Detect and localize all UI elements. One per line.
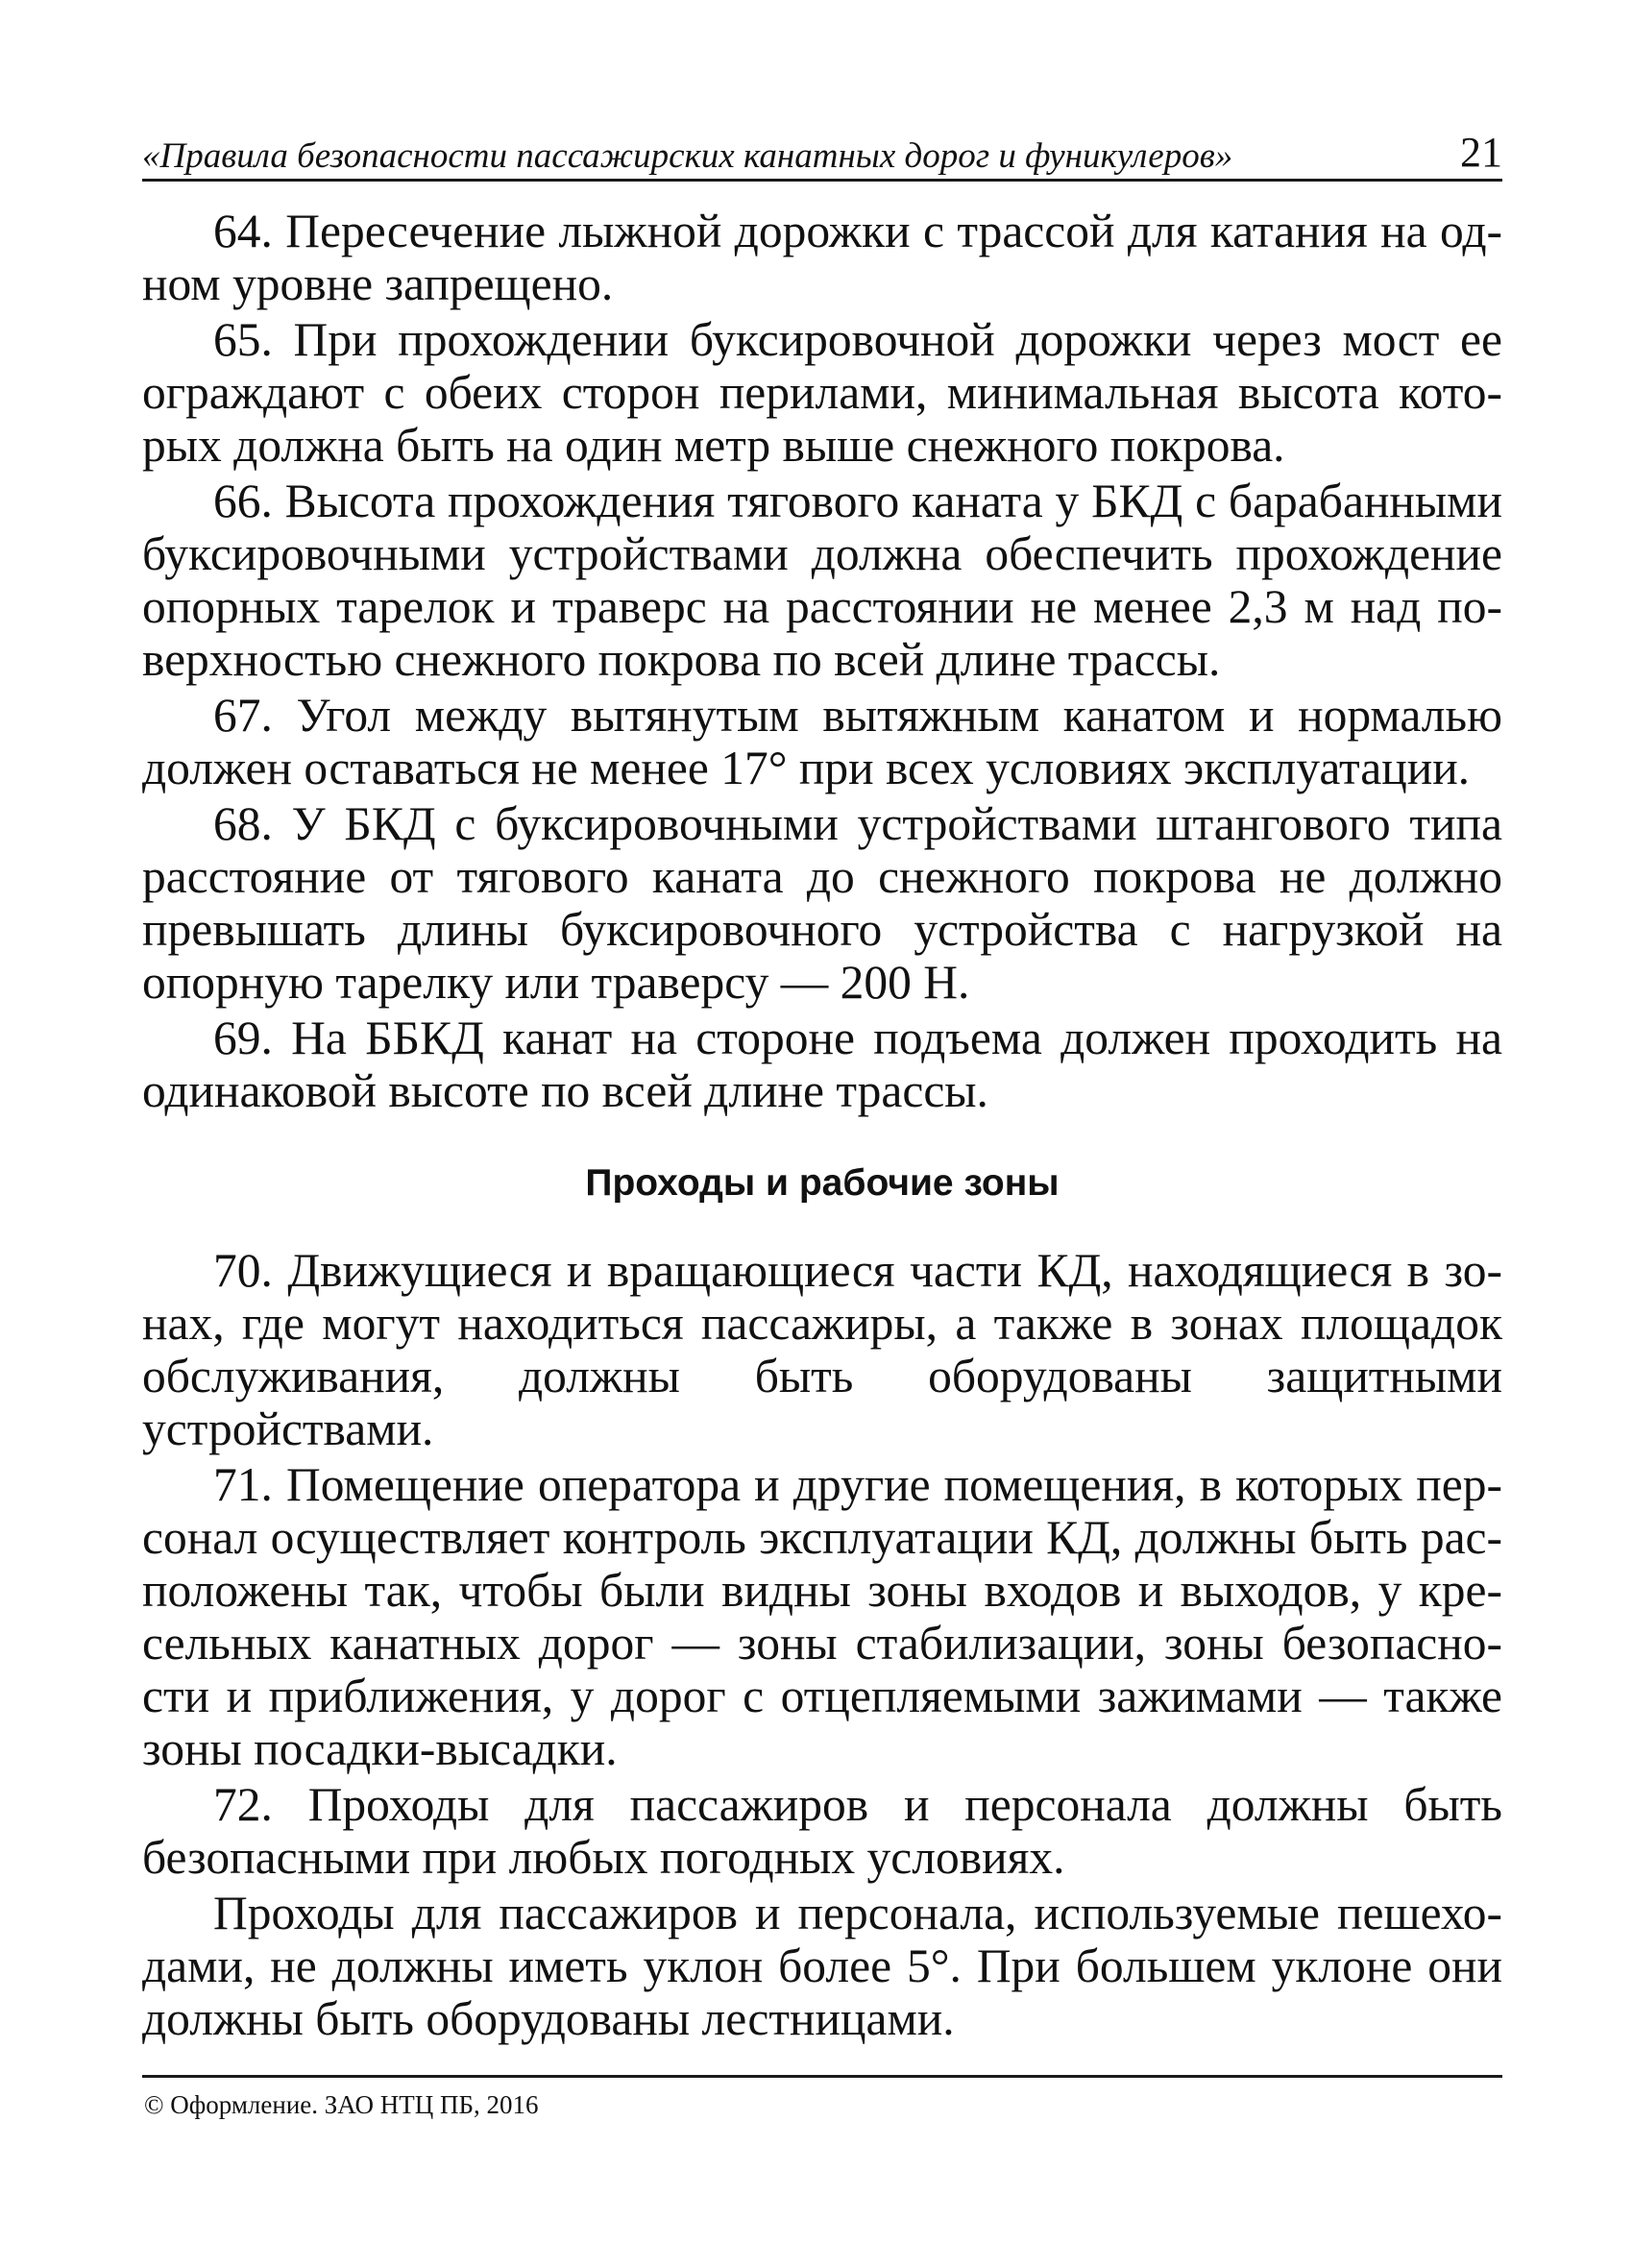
paragraph-70: 70. Движущиеся и вращающиеся части КД, находящиеся в зонах, где могут находиться пассажиры, а также в зонах площадок обслуживания, должны быть оборудованы защитными устройствами.: [142, 1244, 1502, 1455]
paragraph-72: 72. Проходы для пассажиров и персонала должны быть безопасными при любых погодных условиях.: [142, 1778, 1502, 1884]
paragraph-72-continuation: Проходы для пассажиров и персонала, используемые пешеходами, не должны иметь уклон более 5°. При большем уклоне они должны быть оборудованы лестницами.: [142, 1887, 1502, 2045]
section-heading: Проходы и рабочие зоны: [585, 1162, 1060, 1204]
footer-copyright: © Оформление. ЗАО НТЦ ПБ, 2016: [144, 2090, 539, 2119]
running-header-title: «Правила безопасности пассажирских канатных дорог и фуникулеров»: [142, 136, 1233, 176]
paragraph-67: 67. Угол между вытянутым вытяжным канатом и нормалью должен оставаться не менее 17° при всех условиях эксплуатации.: [142, 689, 1502, 794]
paragraph-68: 68. У БКД с буксировочными устройствами штангового типа расстояние от тягового каната до снежного покрова не должно превышать длины буксировочного устройства с нагрузкой на опорную тарелку или траверсу — 200 Н.: [142, 797, 1502, 1009]
paragraph-64: 64. Пересечение лыжной дорожки с трассой для катания на одном уровне запрещено.: [142, 205, 1502, 310]
footer-divider: [142, 2075, 1502, 2078]
paragraph-65: 65. При прохождении буксировочной дорожки через мост ее ограждают с обеих сторон перилами, минимальная высота которых должна быть на один метр выше снежного покрова.: [142, 313, 1502, 472]
paragraph-66: 66. Высота прохождения тягового каната у БКД с барабанными буксировочными устройствами должна обеспечить прохождение опорных тарелок и траверс на расстоянии не менее 2,3 м над поверхностью снежного покрова по всей длине трассы.: [142, 475, 1502, 686]
paragraph-71: 71. Помещение оператора и другие помещения, в которых персонал осуществляет контроль эксплуатации КД, должны быть расположены так, чтобы были видны зоны входов и выходов, у кресельных канатных дорог — зоны стабилизации, зоны безопасности и приближения, у дорог с отцепляемыми зажимами — также зоны посадки-высадки.: [142, 1458, 1502, 1775]
page-number: 21: [1460, 129, 1502, 176]
running-header: [142, 121, 1502, 182]
paragraph-69: 69. На ББКД канат на стороне подъема должен проходить на одинаковой высоте по всей длине трассы.: [142, 1012, 1502, 1117]
page-body: [142, 205, 1502, 2048]
